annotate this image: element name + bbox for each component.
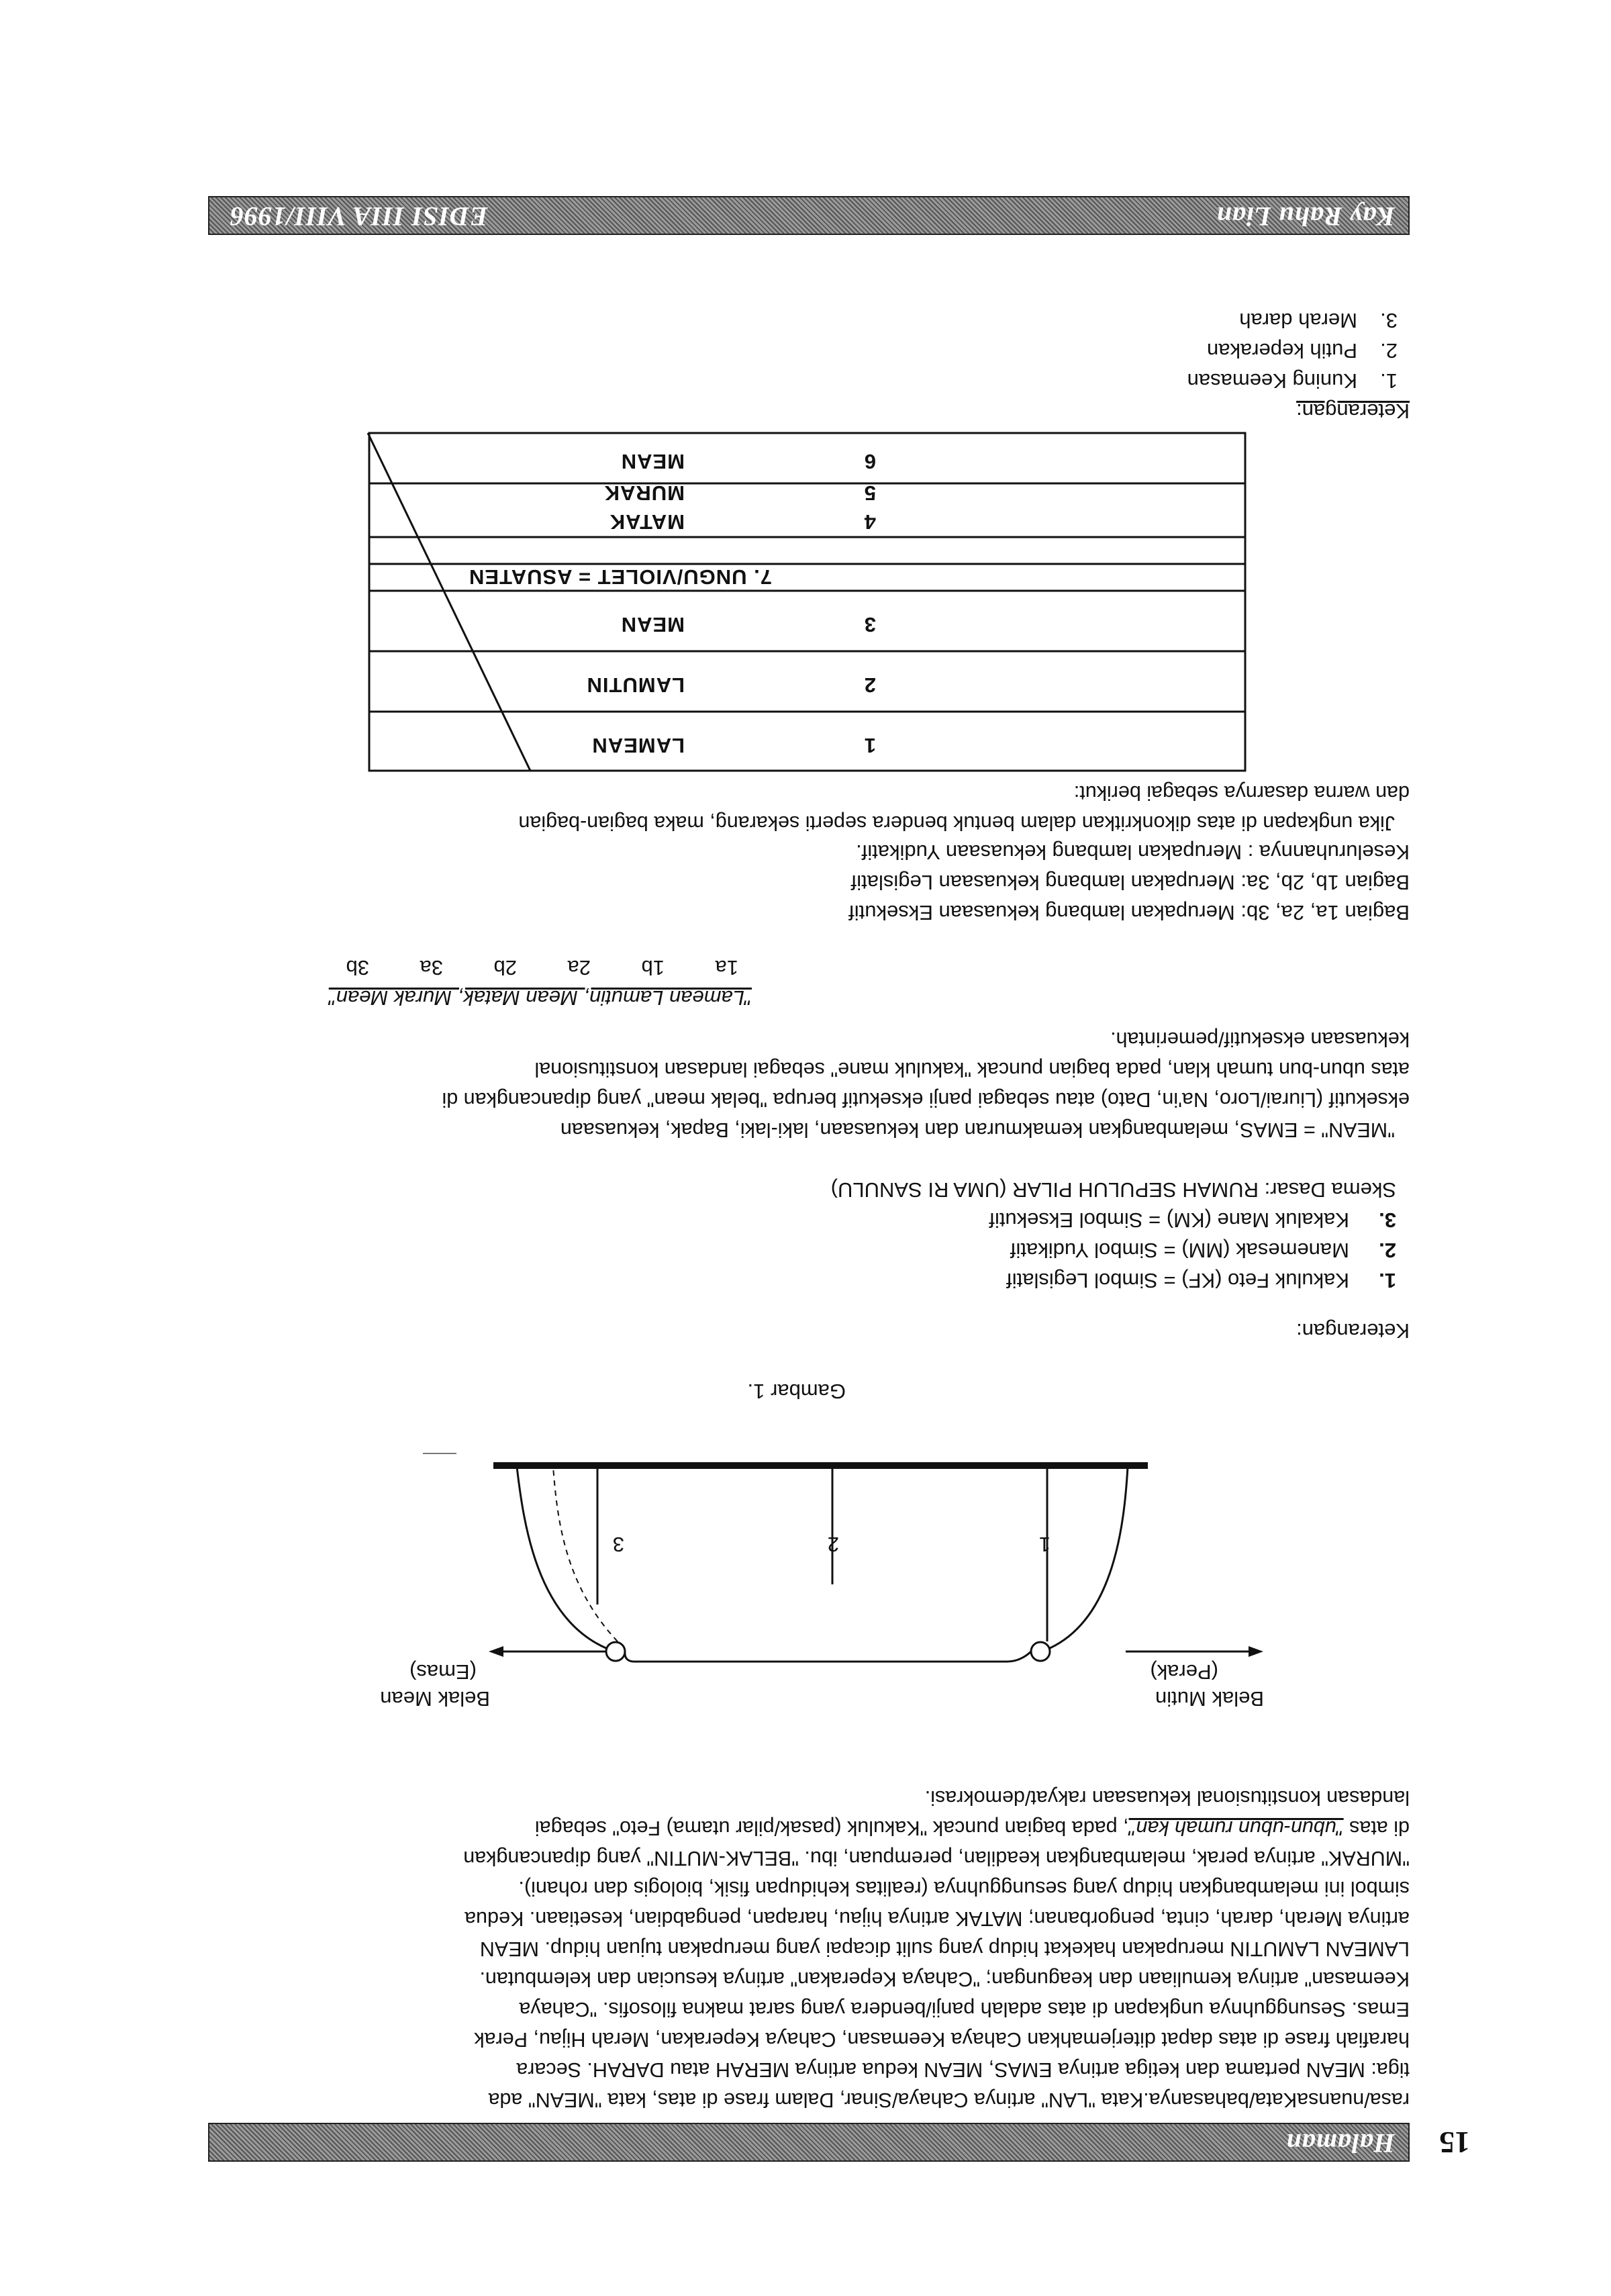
footer-band (208, 196, 1410, 235)
text-line: Keemasan" artinya kemuliaan dan keagungan; "Cahaya Keperakan" artinya kesucian dan kelembutan. (479, 1968, 1410, 1991)
flag-row-number: 6 (864, 450, 876, 473)
bagian-line: Bagian 1a, 2a, 3b: Merupakan lambang kekuasaan Eksekutif (848, 901, 1410, 924)
flag-row-name: MATAK (609, 510, 685, 534)
text-line: landasan konstitusional kekuasaan rakyat/demokrasi. (924, 1786, 1410, 1809)
text-span: , pada bagian puncak "Kakuluk (pasak/pilar utama) Feto" sebagai (534, 1817, 1129, 1839)
pillar-number-3: 3 (612, 1533, 624, 1556)
code: 3b (346, 956, 369, 979)
phrase-heading: "Lamean Lamutin, Mean Matak, Murak Mean" (328, 986, 752, 1010)
text-line: dan warna dasarnya sebagai berikut: (1073, 781, 1410, 804)
list-number: 3. (1380, 309, 1398, 332)
code: 2a (567, 956, 591, 979)
footer-left: Kay Rahu Lian (1216, 201, 1395, 232)
flag-row-number: 3 (864, 613, 876, 636)
figure-caption: Gambar 1. (747, 1380, 846, 1403)
list-item (1187, 305, 1410, 336)
list-item (1187, 336, 1410, 366)
list-number: 3. (1379, 1208, 1396, 1232)
label-emas: (Emas) (409, 1660, 477, 1684)
text-span-underlined: "ubun-ubun rumah kan" (1128, 1817, 1344, 1839)
text-line: Emas. Sesungguhnya ungkapan di atas adalah panji/bendera yang sarat makna filosofis. "Cahaya (519, 1998, 1410, 2021)
list-number: 2. (1380, 339, 1398, 363)
keterangan-heading: Keterangan: (1296, 399, 1410, 423)
flag-row-name: 7. UNGU/VIOLET = ASUATEN (468, 565, 772, 589)
flag-row-name: LAMEAN (591, 734, 685, 757)
skema-line: Skema Dasar: RUMAH SEPULUH PILAR (UMA RI SANULU) (830, 1178, 1396, 1202)
flag-row-number: 2 (864, 673, 876, 697)
code: 3a (420, 956, 443, 979)
text-line: tiga: MEAN pertama dan ketiga artinya EMAS, MEAN kedua artinya MERAH atau DARAH. Secara (516, 2058, 1410, 2081)
pillar-number-2: 2 (827, 1533, 839, 1556)
page-number: 15 (1439, 2125, 1470, 2160)
footer-right: EDISI IIIA VIII/1996 (230, 201, 488, 232)
flag-row-number: 4 (864, 510, 876, 534)
code: 2b (493, 956, 517, 979)
list-number: 1. (1380, 369, 1398, 393)
text-line: "MURAK" artinya perak, melambangkan keadilan, perempuan, ibu. "BELAK-MUTIN" yang dipancangkan (463, 1847, 1410, 1870)
bagian-line: Bagian 1b, 2b, 3a: Merupakan lambang kekuasaan Legislatif (850, 871, 1410, 894)
text-line: simbol ini melambangkan hidup yang sesungguhnya (realitas kehidupan fisik, biologis dan rohani). (518, 1877, 1410, 1900)
list-number: 2. (1379, 1239, 1396, 1262)
text-line: Jika ungkapan di atas dikonkritkan dalam bentuk bendera seperti sekarang, maka bagian-bagian (518, 812, 1395, 834)
label-belak-mean: Belak Mean (380, 1687, 490, 1711)
flag-row-number: 1 (864, 734, 876, 757)
text-line: harafiah frase di atas dapat diterjemahkan Cahaya Keemasan, Cahaya Keperakan, Merah Hijau, Perak (474, 2028, 1410, 2051)
text-line: artinya Merah, darah, cinta, pengorbanan; MATAK artinya hijau, harapan, pengabdian, kesetiaan. Kedua (465, 1907, 1410, 1930)
text-line: LAMEAN LAMUTIN merupakan hakekat hidup yang sulit dicapai yang merupakan tujuan hidup. MEAN (479, 1938, 1410, 1960)
keterangan-colors (1187, 305, 1410, 426)
text-line: atas ubun-bun tumah klan, pada bagian puncak "kakuluk mane" sebagai landasan konstitusional (534, 1058, 1410, 1081)
text-line: "MEAN" = EMAS, melambangkan kemakmuran dan kekuasaan, laki-laki, Bapak, kekuasaan (560, 1118, 1395, 1141)
header-title: Halaman (1285, 2128, 1395, 2158)
code: 1b (641, 956, 665, 979)
list-text: Kuning Keemasan (1187, 369, 1357, 393)
flag-row-number: 5 (864, 481, 876, 505)
text-line: kekuasaan eksekutif/pemerintah. (1110, 1028, 1410, 1051)
text-line: rasa/nuansaKata/bahasanya.Kata "LAN" artinya Cahaya/Sinar, Dalam frase di atas, kata "MEAN" ada (488, 2089, 1410, 2111)
flag-row-name: LAMUTIN (586, 673, 685, 697)
pillar-number-1: 1 (1038, 1533, 1051, 1556)
list-text: Merah darah (1239, 309, 1357, 332)
keterangan-heading: Keterangan: (1296, 1319, 1410, 1343)
code: 1a (715, 956, 738, 979)
list-number: 1. (1379, 1269, 1396, 1292)
flag-row-name: MURAK (603, 481, 685, 505)
flag-row-name: MEAN (620, 613, 685, 636)
list-text: Kakaluk Mane (KM) = Simbol Eksekutif (989, 1208, 1349, 1232)
text-line: eksekutif (Liurai/Loro, Na'in, Dato) atau sebagai panji eksekutif berupa "belak mean" yang dipancangkan di (442, 1088, 1410, 1111)
list-text: Kakuluk Feto (KF) = Simbol Legislatif (1006, 1269, 1349, 1292)
text-span: di atas (1343, 1817, 1410, 1839)
label-belak-mutin: Belak Mutin (1155, 1687, 1264, 1711)
list-item (1187, 366, 1410, 396)
bagian-line: Keseluruhannya : Merupakan lambang kekuasaan Yudikatif. (856, 841, 1410, 864)
list-text: Putih keperakan (1206, 339, 1357, 363)
list-text: Manemesak (MM) = Simbol Yudikatif (1010, 1239, 1349, 1262)
label-perak: (Perak) (1150, 1660, 1218, 1684)
flag-row-name: MEAN (620, 450, 685, 473)
